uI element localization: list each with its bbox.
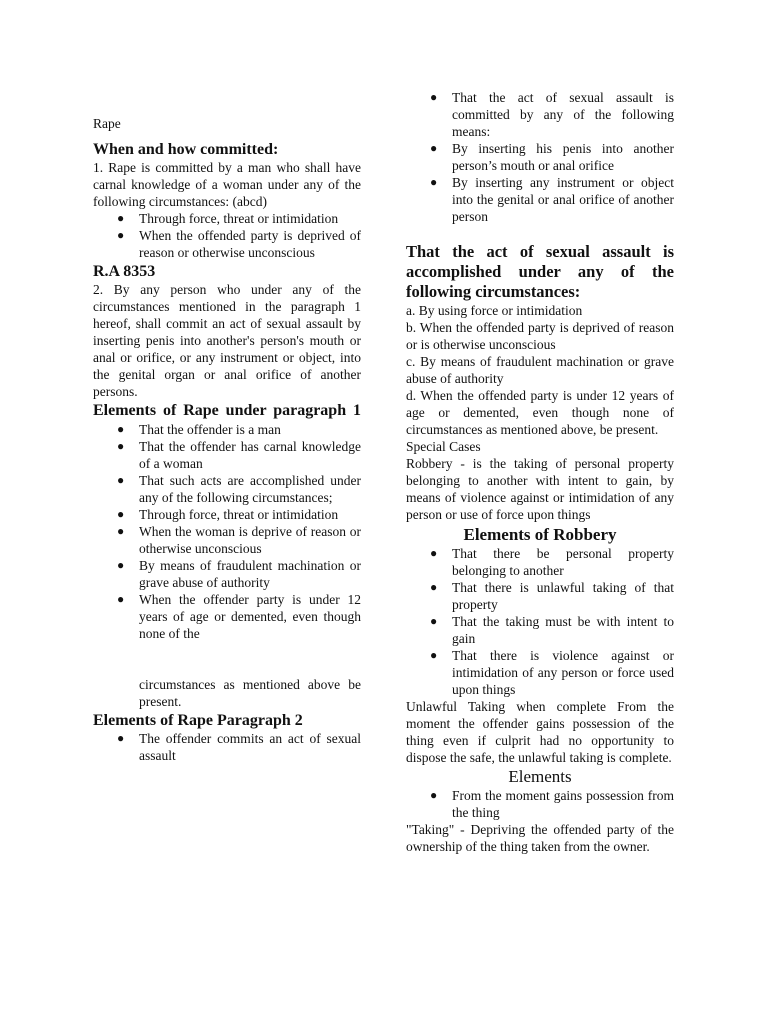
bullet-icon: ● [430,648,438,662]
list-item: ● That the offender has carnal knowledge of a woman [117,439,361,471]
rape-label: Rape [93,116,121,131]
elements-bullet-list [93,421,361,642]
list-item: ● That there is unlawful taking of that property [430,580,674,612]
circumstances-heading: That the act of sexual assault is accomplished under any of the following circumstances: [406,242,674,301]
list-item: ● That such acts are accomplished under any of the following circumstances; [117,473,361,505]
bullet-icon: ● [117,422,125,436]
para2-text: 2. By any person who under any of the circumstances mentioned in the paragraph 1 hereof, shall commit an act of sexual assault by inserting penis into another's person's mouth or anal or orifice, or any instrument or object, into the genital organ or anal orifice of another persons. [93,282,361,399]
list-item: ● The offender commits an act of sexual assault [117,731,361,763]
continued-block [93,676,361,710]
list-item: ● That the offender is a man [117,422,281,437]
list-item: ● By inserting his penis into another person’s mouth or anal orifice [430,141,674,173]
bullet-icon: ● [117,507,125,521]
means-bullet-list [406,89,674,225]
list-item: ● That the taking must be with intent to gain [430,614,674,646]
para1-text: 1. Rape is committed by a man who shall have carnal knowledge of a woman under any of the following circumstances: (abcd) [93,160,361,209]
right-column [406,0,674,855]
bullet-icon: ● [430,141,438,155]
bullet-icon: ● [430,614,438,628]
elements-heading-right: Elements [508,767,572,786]
para2-bullet-list [93,730,361,764]
list-item: ● From the moment gains possession from the thing [430,788,674,820]
bullet-icon: ● [430,580,438,594]
bullet-icon: ● [430,788,438,802]
para1-bullet-list [93,210,361,261]
elements-bullet-list-right [406,787,674,821]
list-item: ● That there be personal property belonging to another [430,546,674,578]
bullet-icon: ● [117,731,125,745]
unlawful-taking-text: Unlawful Taking when complete From the moment the offender gains possession of the thing even if culprit had no opportunity to dispose the safe, the unlawful taking is complete. [406,699,674,765]
bullet-icon: ● [117,473,125,487]
list-item: ● When the offender party is under 12 years of age or demented, even though none of the [117,592,361,641]
list-item: ● When the woman is deprive of reason or otherwise unconscious [117,524,361,556]
circumstance-d: d. When the offended party is under 12 years of age or demented, even though none of circumstances as mentioned above, be present. [406,388,674,437]
robbery-heading: Elements of Robbery [463,525,617,544]
list-item: ● By inserting any instrument or object into the genital or anal orifice of another person [430,175,674,224]
circumstance-a: a. By using force or intimidation [406,303,583,318]
circumstance-b: b. When the offended party is deprived of reason or is otherwise unconscious [406,320,674,352]
list-item: ● When the offended party is deprived of reason or otherwise unconscious [117,228,361,260]
robbery-definition: Robbery - is the taking of personal property belonging to another with intent to gain, by means of violence against or intimidation of any person or use of force upon things [406,456,674,522]
bullet-icon: ● [117,524,125,538]
left-column [93,0,361,764]
bullet-icon: ● [430,546,438,560]
bullet-icon: ● [430,175,438,189]
ra-heading: R.A 8353 [93,263,156,280]
continued-text: circumstances as mentioned above be present. [139,677,361,709]
when-heading: When and how committed: [93,141,279,158]
bullet-icon: ● [117,228,125,242]
special-cases-label: Special Cases [406,439,481,454]
bullet-icon: ● [117,211,125,225]
circumstance-c: c. By means of fraudulent machination or grave abuse of authority [406,354,674,386]
list-item: ● Through force, threat or intimidation [117,507,339,522]
list-item: ● By means of fraudulent machination or grave abuse of authority [117,558,361,590]
list-item: ● Through force, threat or intimidation [117,211,339,226]
robbery-bullet-list [406,545,674,698]
elements-heading: Elements of Rape under paragraph 1 [93,402,361,419]
list-item: ● That the act of sexual assault is committed by any of the following means: [430,90,674,139]
list-item: ● That there is violence against or intimidation of any person or force used upon things [430,648,674,697]
bullet-icon: ● [117,592,125,606]
taking-definition: "Taking" - Depriving the offended party of the ownership of the thing taken from the owner. [406,822,674,854]
bullet-icon: ● [117,558,125,572]
para2-heading: Elements of Rape Paragraph 2 [93,712,303,729]
bullet-icon: ● [117,439,125,453]
bullet-icon: ● [430,90,438,104]
